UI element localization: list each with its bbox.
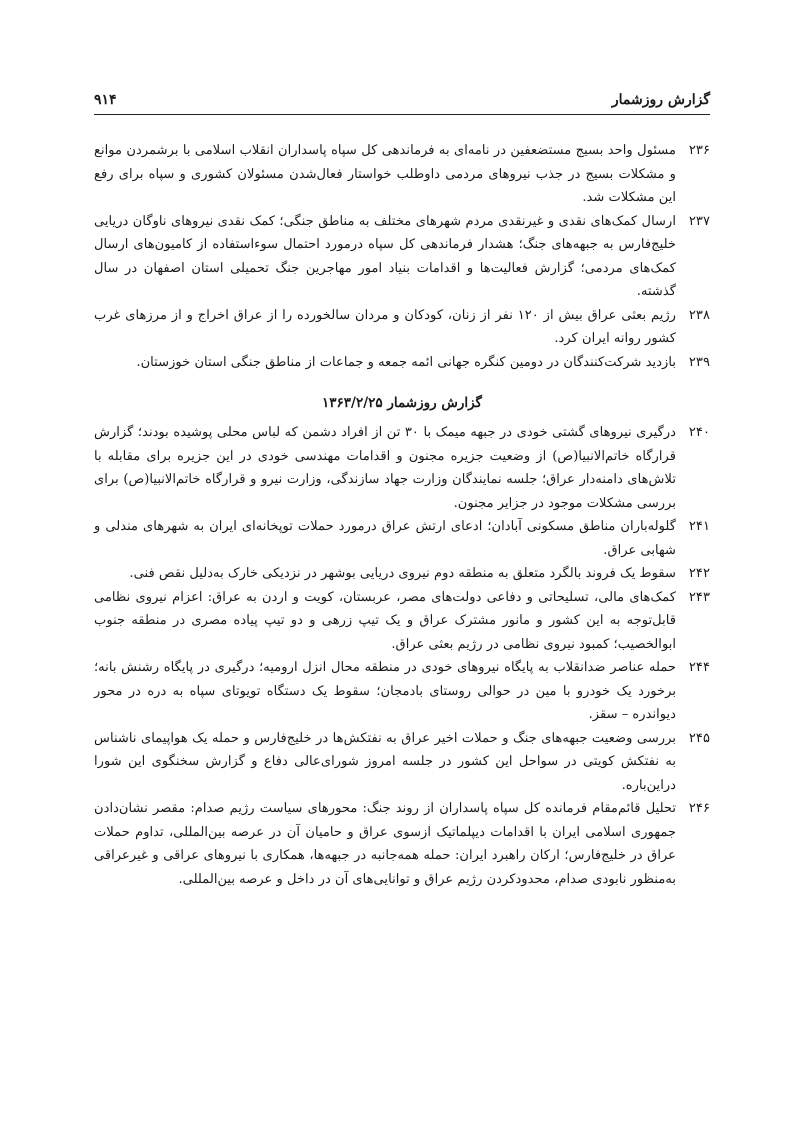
entry-245 [94, 727, 710, 798]
entry-246 [94, 797, 710, 891]
section-title: گزارش روزشمار ۱۳۶۳/۲/۲۵ [322, 395, 482, 411]
entry-text: درگیری نیروهای گشتی خودی در جبهه میمک با ۳۰ تن از افراد دشمن که لباس محلی پوشیده بودند؛ گزارش قرارگاه خاتم‌الانبیا(ص) از وضعیت جزیره مجنون و اقدامات مهندسی خودی در این جزیره برای مقابله با تلاش‌های دامنه‌دار عراق؛ جلسه نمایندگان وزارت جهاد سازندگی، وزارت نیرو و قرارگاه خاتم‌الانبیا(ص) برای بررسی مشکلات موجود در جزایر مجنون. [94, 425, 676, 511]
entry-number: ۲۴۱ [688, 519, 710, 534]
running-title: گزارش روزشمار [611, 92, 710, 108]
entry-number: ۲۳۷ [688, 213, 710, 229]
entry-number: ۲۴۶ [688, 801, 710, 816]
entry-text: کمک‌های مالی، تسلیحاتی و دفاعی دولت‌های مصر، عربستان، کویت و اردن به عراق: اعزام نیروی نظامی قابل‌توجه به این کشور و مانور مشترک عراق و یک تیپ زرهی و دو تیپ پیاده مصری در منطقه جنوب ابوالخصیب؛ کمبود نیروی نظامی در رژیم بعثی عراق. [94, 589, 676, 652]
entry-243 [94, 586, 710, 657]
entry-241 [94, 515, 710, 562]
entry-number: ۲۳۶ [688, 143, 710, 158]
entry-239 [94, 351, 710, 375]
entry-244 [94, 656, 710, 727]
entry-242 [94, 562, 710, 586]
entry-text: بررسی وضعیت جبهه‌های جنگ و حملات اخیر عراق به نفتکش‌ها در خلیج‌فارس و حمله یک هواپیمای ناشناس به نفتکش کویتی در سواحل این کشور در جلسه امروز شورای‌عالی دفاع و گزارش سخنگوی این شورا دراین‌باره. [94, 730, 676, 793]
entry-text: رژیم بعثی عراق بیش از ۱۲۰ نفر از زنان، کودکان و مردان سالخورده را از عراق اخراج و از مرزهای غرب کشور روانه ایران کرد. [94, 307, 676, 346]
entry-number: ۲۴۲ [688, 566, 710, 581]
document-page [94, 82, 710, 891]
entry-240 [94, 421, 710, 515]
page-header [94, 82, 710, 115]
page-number: ۹۱۴ [94, 92, 117, 108]
entry-text: حمله عناصر ضدانقلاب به پایگاه نیروهای خودی در منطقه محال انزل ارومیه؛ درگیری در پایگاه رشنش بانه؛ برخورد یک خودرو با مین در حوالی روستای بادمجان؛ سقوط یک دستگاه تویوتای سپاه به دره در محور دیواندره – سقز. [94, 660, 676, 722]
entry-number: ۲۴۰ [688, 425, 710, 440]
entry-text: گلوله‌باران مناطق مسکونی آبادان؛ ادعای ارتش عراق درمورد حملات توپخانه‌ای ایران به شهرهای مندلی و شهابی عراق. [94, 519, 676, 558]
entry-number: ۲۳۹ [688, 354, 710, 370]
entry-text: ارسال کمک‌های نقدی و غیرنقدی مردم شهرهای مختلف به مناطق جنگی؛ کمک نقدی نیروهای ناوگان دریایی خلیج‌فارس به جبهه‌های جنگ؛ هشدار فرماندهی کل سپاه درمورد احتمال سوءاستفاده از کامیون‌های ارسال کمک‌های مردمی؛ گزارش فعالیت‌ها و اقدامات بنیاد امور مهاجرین جنگ تحمیلی استان اصفهان در سال گذشته. [94, 213, 676, 299]
entry-text: بازدید شرکت‌کنندگان در دومین کنگره جهانی ائمه جمعه و جماعات از مناطق جنگی استان خوزستان. [136, 354, 676, 370]
entry-text: مسئول واحد بسیج مستضعفین در نامه‌ای به فرماندهی کل سپاه پاسداران انقلاب اسلامی با برشمردن موانع و مشکلات بسیج در جذب نیروهای مردمی داوطلب خواستار فعال‌شدن مسئولان کشوری و سپاه برای رفع این مشکلات شد. [94, 143, 676, 205]
entry-238 [94, 304, 710, 351]
entry-number: ۲۴۳ [688, 589, 710, 605]
entry-number: ۲۴۵ [688, 730, 710, 746]
entry-236 [94, 139, 710, 210]
entries-top [94, 139, 710, 374]
entry-text: سقوط یک فروند بالگرد متعلق به منطقه دوم نیروی دریایی بوشهر در نزدیکی خارک به‌دلیل نقص فنی. [129, 566, 676, 581]
entries-bottom [94, 421, 710, 891]
entry-number: ۲۴۴ [688, 660, 710, 675]
entry-text: تحلیل قائم‌مقام فرمانده کل سپاه پاسداران از روند جنگ: محورهای سیاست رژیم صدام: مقصر نشان‌دادن جمهوری اسلامی ایران با اقدامات دیپلماتیک ازسوی عراق و حامیان آن در عرصه بین‌المللی، تداوم حملات عراق در خلیج‌فارس؛ ارکان راهبرد ایران: حمله همه‌جانبه در جبهه‌ها، همکاری با نیروهای عراقی و غیرعراقی به‌منظور نابودی صدام، محدودکردن رژیم عراق و توانایی‌های آن در داخل و عرصه بین‌المللی. [94, 801, 676, 887]
entry-number: ۲۳۸ [688, 307, 710, 323]
entry-237 [94, 210, 710, 304]
